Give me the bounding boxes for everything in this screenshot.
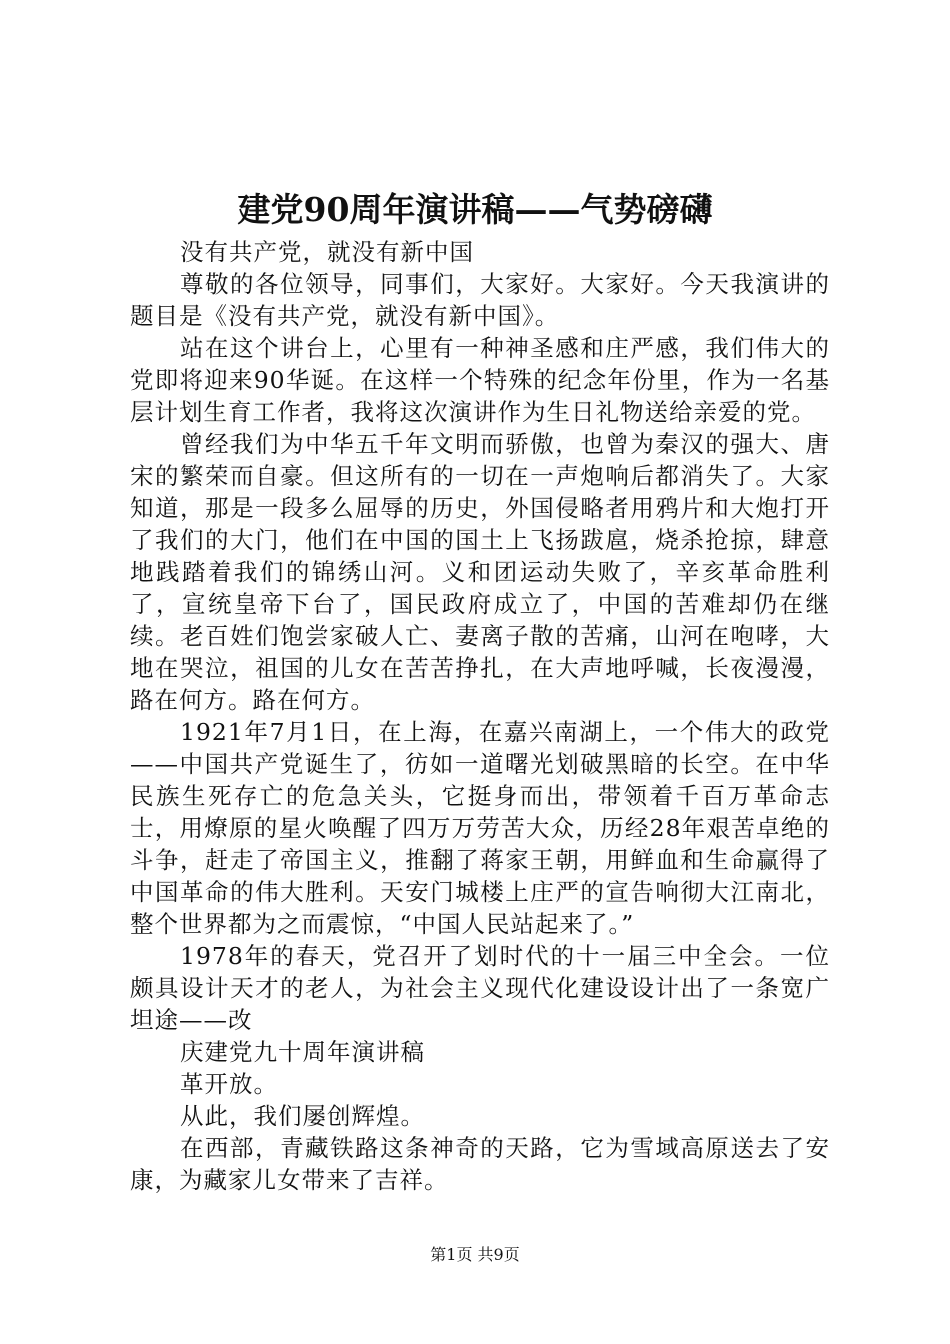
paragraph: 庆建党九十周年演讲稿 — [180, 1038, 425, 1066]
paragraph: 从此，我们屡创辉煌。 — [180, 1102, 425, 1130]
paragraph: 在西部，青藏铁路这条神奇的天路，它为雪域高原送去了安康，为藏家儿女带来了吉祥。 — [130, 1134, 830, 1194]
document-body — [130, 236, 830, 1196]
paragraph: 没有共产党，就没有新中国 — [180, 238, 474, 266]
paragraph: 革开放。 — [180, 1070, 278, 1098]
document-title: 建党90周年演讲稿——气势磅礴 — [237, 190, 713, 229]
paragraph: 尊敬的各位领导，同事们，大家好。大家好。今天我演讲的题目是《没有共产党，就没有新中国》。 — [130, 270, 830, 330]
paragraph: 站在这个讲台上，心里有一种神圣感和庄严感，我们伟大的党即将迎来90华诞。在这样一个特殊的纪念年份里，作为一名基层计划生育工作者，我将这次演讲作为生日礼物送给亲爱的党。 — [130, 334, 830, 426]
paragraph: 1978年的春天，党召开了划时代的十一届三中全会。一位颇具设计天才的老人，为社会主义现代化建设设计出了一条宽广坦途——改 — [130, 942, 830, 1034]
paragraph: 曾经我们为中华五千年文明而骄傲，也曾为秦汉的强大、唐宋的繁荣而自豪。但这所有的一切在一声炮响后都消失了。大家知道，那是一段多么屈辱的历史，外国侵略者用鸦片和大炮打开了我们的大门，他们在中国的国土上飞扬跋扈，烧杀抢掠，肆意地践踏着我们的锦绣山河。义和团运动失败了，辛亥革命胜利了，宣统皇帝下台了，国民政府成立了，中国的苦难却仍在继续。老百姓们饱尝家破人亡、妻离子散的苦痛，山河在咆哮，大地在哭泣，祖国的儿女在苦苦挣扎，在大声地呼喊，长夜漫漫，路在何方。路在何方。 — [130, 430, 830, 714]
page-number: 第1页 共9页 — [430, 1245, 520, 1264]
paragraph: 1921年7月1日，在上海，在嘉兴南湖上，一个伟大的政党——中国共产党诞生了，彷如一道曙光划破黑暗的长空。在中华民族生死存亡的危急关头，它挺身而出，带领着千百万革命志士，用燎原的星火唤醒了四万万劳苦大众，历经28年艰苦卓绝的斗争，赶走了帝国主义，推翻了蒋家王朝，用鲜血和生命赢得了中国革命的伟大胜利。天安门城楼上庄严的宣告响彻大江南北，整个世界都为之而震惊，“中国人民站起来了。” — [130, 718, 830, 938]
